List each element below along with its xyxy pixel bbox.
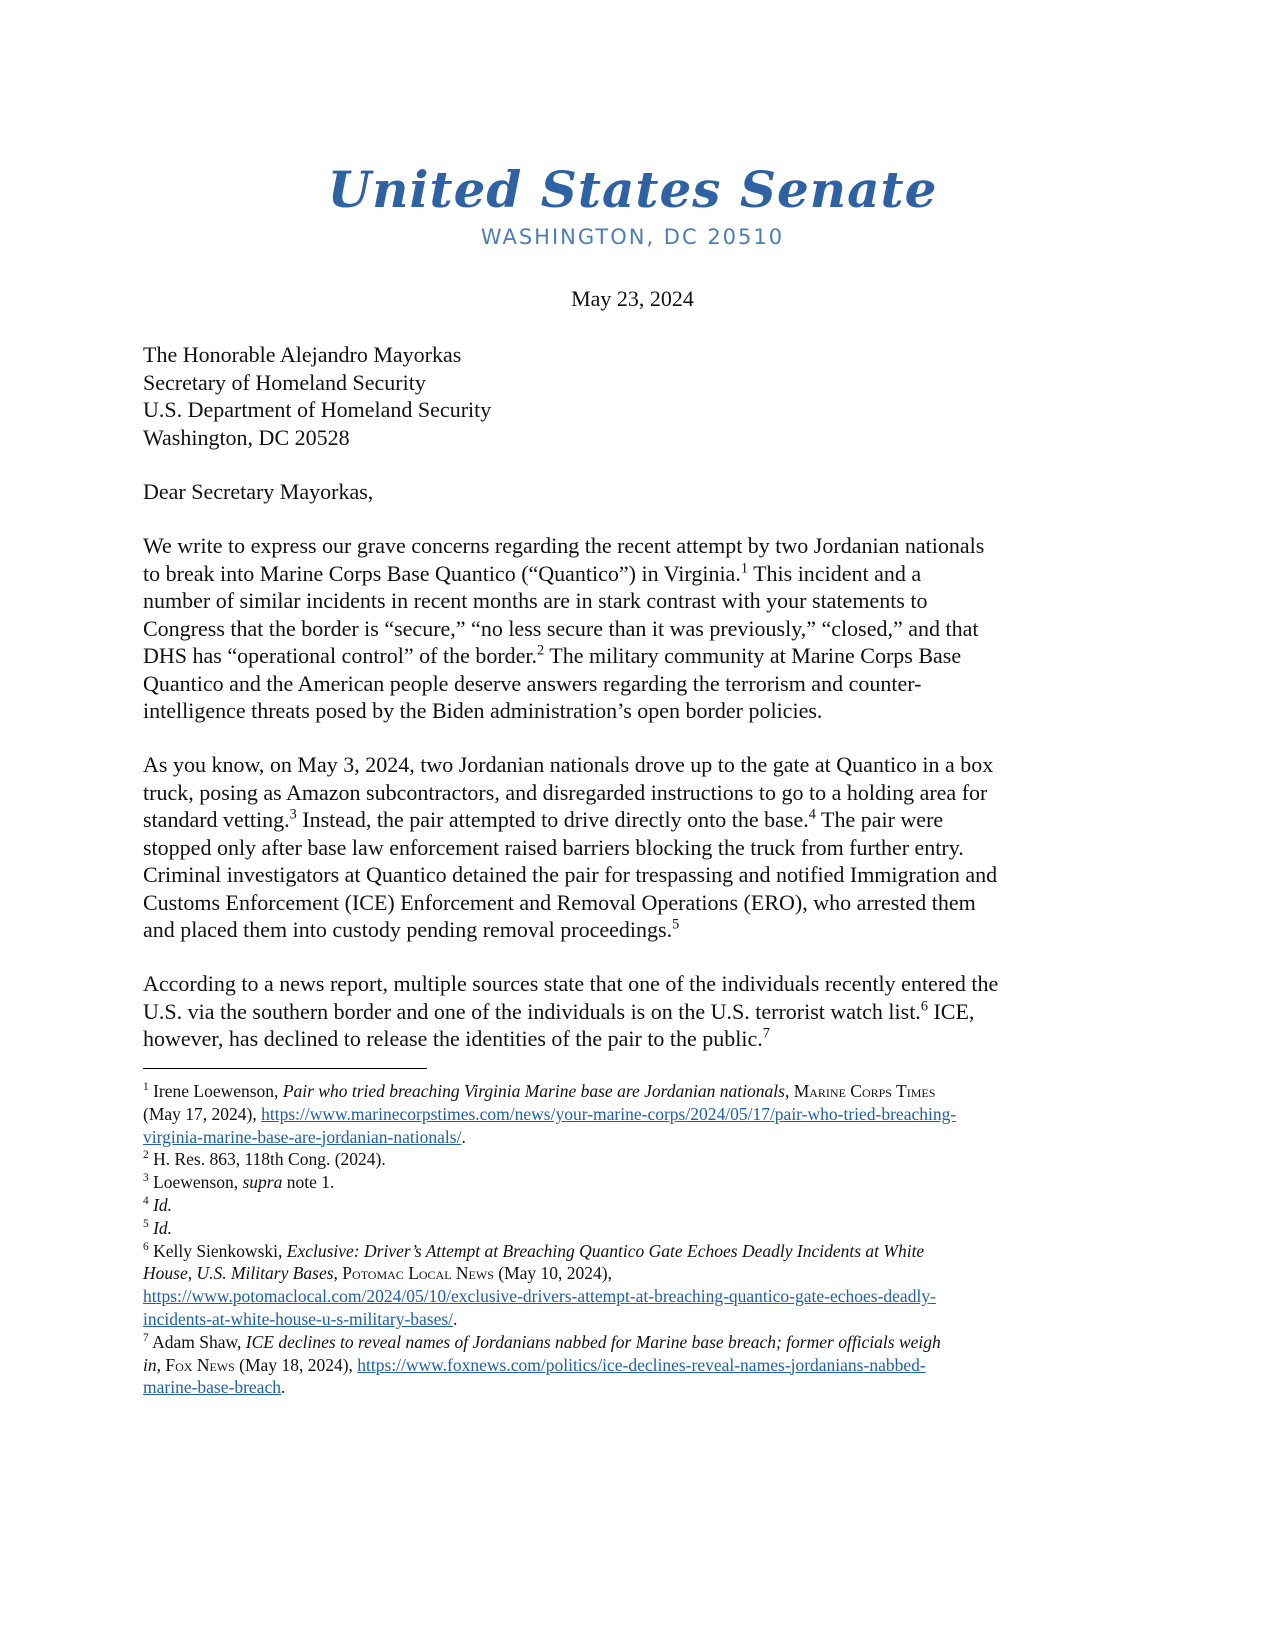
footnote-ref: 5 [143, 1217, 149, 1230]
text-run: Kelly Sienkowski, [148, 1240, 287, 1261]
italic-text: supra [242, 1172, 283, 1193]
link[interactable]: https://www.potomaclocal.com/2024/05/10/exclusive-drivers-attempt-at-breaching-quantico-gate-echoes-deadly- [143, 1286, 936, 1307]
text-line [143, 1262, 956, 1285]
text-run: , [784, 1081, 794, 1101]
footnote-ref: 7 [143, 1331, 149, 1344]
text-run: The pair were [815, 807, 944, 832]
text-run: Dear Secretary Mayorkas, [143, 479, 374, 504]
italic-text: ICE declines to reveal names of Jordanians nabbed for Marine base breach; former officials weigh [245, 1331, 941, 1352]
text-run: According to a news report, multiple sources state that one of the individuals recently entered the [143, 971, 999, 996]
text-line [143, 396, 491, 424]
footnote-ref: 7 [762, 1025, 770, 1042]
text-line [143, 1354, 956, 1377]
text-line [143, 1331, 956, 1354]
letter-date: May 23, 2024 [571, 286, 694, 311]
footnote-ref: 5 [672, 916, 680, 933]
text-run: however, has declined to release the identities of the pair to the public. [143, 1026, 763, 1051]
italic-text: in [143, 1354, 157, 1375]
text-line [143, 642, 984, 670]
text-run: DHS has “operational control” of the border. [143, 643, 538, 668]
text-run: . [453, 1308, 458, 1329]
body-paragraph-3 [143, 970, 998, 1053]
text-run: Loewenson, [148, 1172, 243, 1193]
text-line [143, 998, 998, 1026]
text-line [143, 1217, 956, 1240]
text-line [143, 1285, 956, 1308]
recipient-address [143, 341, 491, 451]
text-line [143, 806, 997, 834]
senate-letterhead [0, 160, 1265, 249]
link[interactable]: https://www.marinecorpstimes.com/news/your-marine-corps/2024/05/17/pair-who-tried-breaching- [261, 1103, 957, 1124]
footnote-ref: 4 [143, 1195, 149, 1208]
text-run: The military community at Marine Corps Base [544, 643, 962, 668]
text-run: H. Res. 863, 118th Cong. (2024). [148, 1149, 386, 1170]
footnote-ref: 6 [143, 1240, 149, 1253]
text-run: Instead, the pair attempted to drive directly onto the base. [296, 807, 809, 832]
italic-text: Id. [153, 1217, 173, 1238]
text-run: to break into Marine Corps Base Quantico (“Quantico”) in Virginia. [143, 560, 741, 586]
text-line [143, 1376, 956, 1399]
link[interactable]: virginia-marine-base-are-jordanian-nationals/ [143, 1126, 462, 1147]
footnote-divider [143, 1068, 427, 1069]
text-line [143, 1240, 956, 1263]
text-run: U.S. Department of Homeland Security [143, 397, 492, 422]
text-line [143, 1103, 956, 1126]
text-line [143, 478, 373, 506]
text-run: and placed them into custody pending removal proceedings. [143, 917, 673, 942]
text-run: stopped only after base law enforcement raised barriers blocking the truck from further entry. [143, 834, 964, 860]
text-run: Irene Loewenson, [148, 1081, 283, 1101]
text-line [143, 424, 491, 452]
text-line [143, 1080, 956, 1103]
italic-text: Exclusive: Driver’s Attempt at Breaching Quantico Gate Echoes Deadly Incidents at White [286, 1240, 925, 1261]
italic-text: Pair who tried breaching Virginia Marine base are Jordanian nationals [282, 1081, 785, 1101]
link[interactable]: https://www.foxnews.com/politics/ice-declines-reveal-names-jordanians-nabbed- [357, 1354, 926, 1375]
text-run: , [333, 1263, 343, 1284]
text-run: , [156, 1354, 166, 1375]
text-line [143, 560, 984, 588]
footnote-ref: 4 [808, 806, 816, 823]
text-line [143, 697, 984, 725]
text-run: (May 10, 2024), [493, 1263, 612, 1284]
text-run: standard vetting. [143, 807, 290, 832]
text-line [143, 1148, 956, 1171]
footnote-ref: 1 [143, 1081, 149, 1094]
text-line [143, 779, 997, 807]
text-run: Customs Enforcement (ICE) Enforcement and Removal Operations (ERO), who arrested them [143, 889, 976, 915]
text-line [143, 615, 984, 643]
text-line [143, 834, 997, 862]
text-run: . [280, 1377, 286, 1398]
footnote-ref: 2 [537, 642, 545, 659]
text-line [143, 970, 998, 998]
text-line [143, 861, 997, 889]
small-caps-text: Potomac Local News [342, 1263, 494, 1284]
text-line [143, 532, 984, 560]
text-line [143, 341, 491, 369]
text-run: note 1. [282, 1172, 335, 1193]
text-run: We write to express our grave concerns regarding the recent attempt by two Jordanian nationals [143, 533, 985, 558]
text-line [143, 916, 997, 944]
text-line [143, 1126, 956, 1149]
text-run: Congress that the border is “secure,” “no less secure than it was previously,” “closed,” and that [143, 615, 979, 641]
text-line [143, 1308, 956, 1331]
text-run: Quantico and the American people deserve answers regarding the terrorism and counter- [143, 670, 922, 696]
footnote-ref: 6 [920, 998, 928, 1015]
small-caps-text: Marine Corps Times [793, 1081, 936, 1101]
body-paragraph-1 [143, 532, 984, 725]
text-run: Secretary of Homeland Security [143, 369, 426, 395]
italic-text: Id. [153, 1194, 173, 1215]
letterhead-address: WASHINGTON, DC 20510 [480, 225, 785, 249]
text-run: intelligence threats posed by the Biden administration’s open border policies. [143, 698, 823, 723]
footnote-ref: 3 [143, 1172, 149, 1185]
text-run: The Honorable Alejandro Mayorkas [143, 342, 462, 367]
footnotes [143, 1080, 956, 1399]
text-run: Washington, DC 20528 [143, 424, 350, 450]
text-line [143, 1171, 956, 1194]
text-run: Criminal investigators at Quantico detained the pair for trespassing and notified Immigration and [143, 862, 998, 887]
link[interactable]: incidents-at-white-house-u-s-military-bases/ [143, 1308, 454, 1329]
footnote-ref: 2 [143, 1149, 149, 1162]
text-line [143, 1025, 998, 1053]
text-run: (May 17, 2024), [143, 1103, 262, 1124]
italic-text: House, U.S. Military Bases [143, 1263, 334, 1284]
text-run: number of similar incidents in recent months are in stark contrast with your statements to [143, 588, 928, 613]
footnote-ref: 3 [289, 806, 297, 823]
link[interactable]: marine-base-breach [143, 1377, 281, 1398]
text-run: This incident and a [747, 560, 922, 586]
footnote-ref: 1 [740, 560, 748, 577]
text-run: (May 18, 2024), [234, 1354, 358, 1375]
text-run: Adam Shaw, [148, 1331, 246, 1352]
text-run: ICE, [927, 998, 975, 1024]
text-line [143, 587, 984, 615]
body-paragraph-2 [143, 751, 997, 944]
salutation [143, 478, 373, 506]
text-run: truck, posing as Amazon subcontractors, and disregarded instructions to go to a holding area for [143, 779, 988, 805]
letterhead-title: United States Senate [327, 160, 938, 219]
text-line [143, 369, 491, 397]
small-caps-text: Fox News [165, 1354, 235, 1375]
text-line [143, 670, 984, 698]
text-run: As you know, on May 3, 2024, two Jordanian nationals drove up to the gate at Quantico in a box [143, 752, 994, 777]
text-run: U.S. via the southern border and one of the individuals is on the U.S. terrorist watch list. [143, 998, 921, 1024]
text-run: . [461, 1126, 466, 1147]
text-line [143, 1194, 956, 1217]
text-line [143, 889, 997, 917]
text-line [143, 751, 997, 779]
